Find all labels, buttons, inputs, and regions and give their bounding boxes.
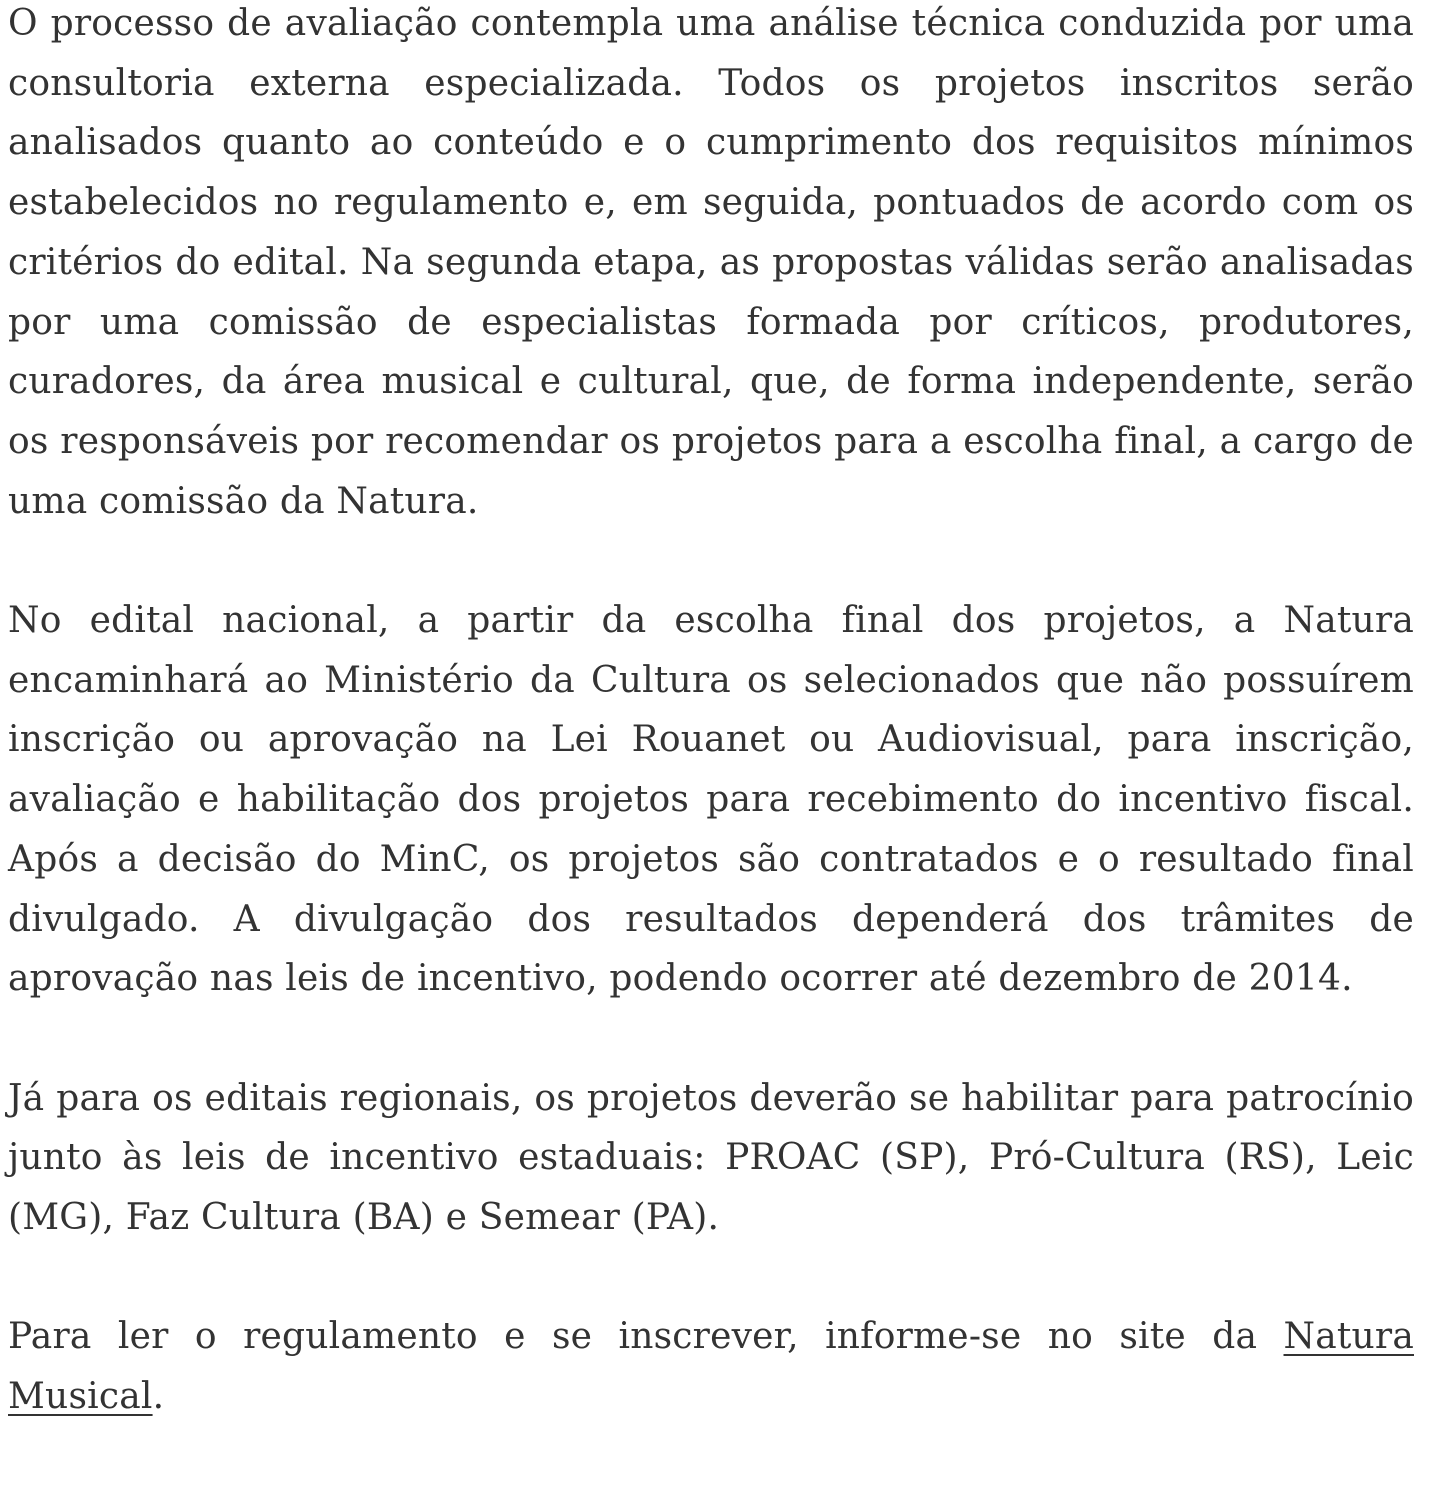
paragraph-national-edital: No edital nacional, a partir da escolha final dos projetos, a Natura encaminhará ao Ministério da Cultura os selecionados que não possuírem inscrição ou aprovação na Lei Rouanet ou Audiovisual, para inscrição, avaliação e habilitação dos projetos para recebimento do incentivo fiscal. Após a decisão do MinC, os projetos são contratados e o resultado final divulgado. A divulgação dos resultados dependerá dos trâmites de aprovação nas leis de incentivo, podendo ocorrer até dezembro de 2014. (8, 600, 1414, 1000)
registration-info-period: . (152, 1376, 165, 1418)
natura-musical-link[interactable]: Natura Musical (8, 1316, 1414, 1418)
paragraph-registration-info (8, 1307, 1414, 1426)
registration-info-text: Para ler o regulamento e se inscrever, informe-se no site da (8, 1316, 1284, 1358)
paragraph-regional-editais: Já para os editais regionais, os projetos deverão se habilitar para patrocínio junto às leis de incentivo estaduais: PROAC (SP), Pró-Cultura (RS), Leic (MG), Faz Cultura (BA) e Semear (PA). (8, 1077, 1414, 1239)
paragraph-evaluation-process: O processo de avaliação contempla uma análise técnica conduzida por uma consultoria externa especializada. Todos os projetos inscritos serão analisados quanto ao conteúdo e o cumprimento dos requisitos mínimos estabelecidos no regulamento e, em seguida, pontuados de acordo com os critérios do edital. Na segunda etapa, as propostas válidas serão analisadas por uma comissão de especialistas formada por críticos, produtores, curadores, da área musical e cultural, que, de forma independente, serão os responsáveis por recomendar os projetos para a escolha final, a cargo de uma comissão da Natura. (8, 3, 1414, 522)
